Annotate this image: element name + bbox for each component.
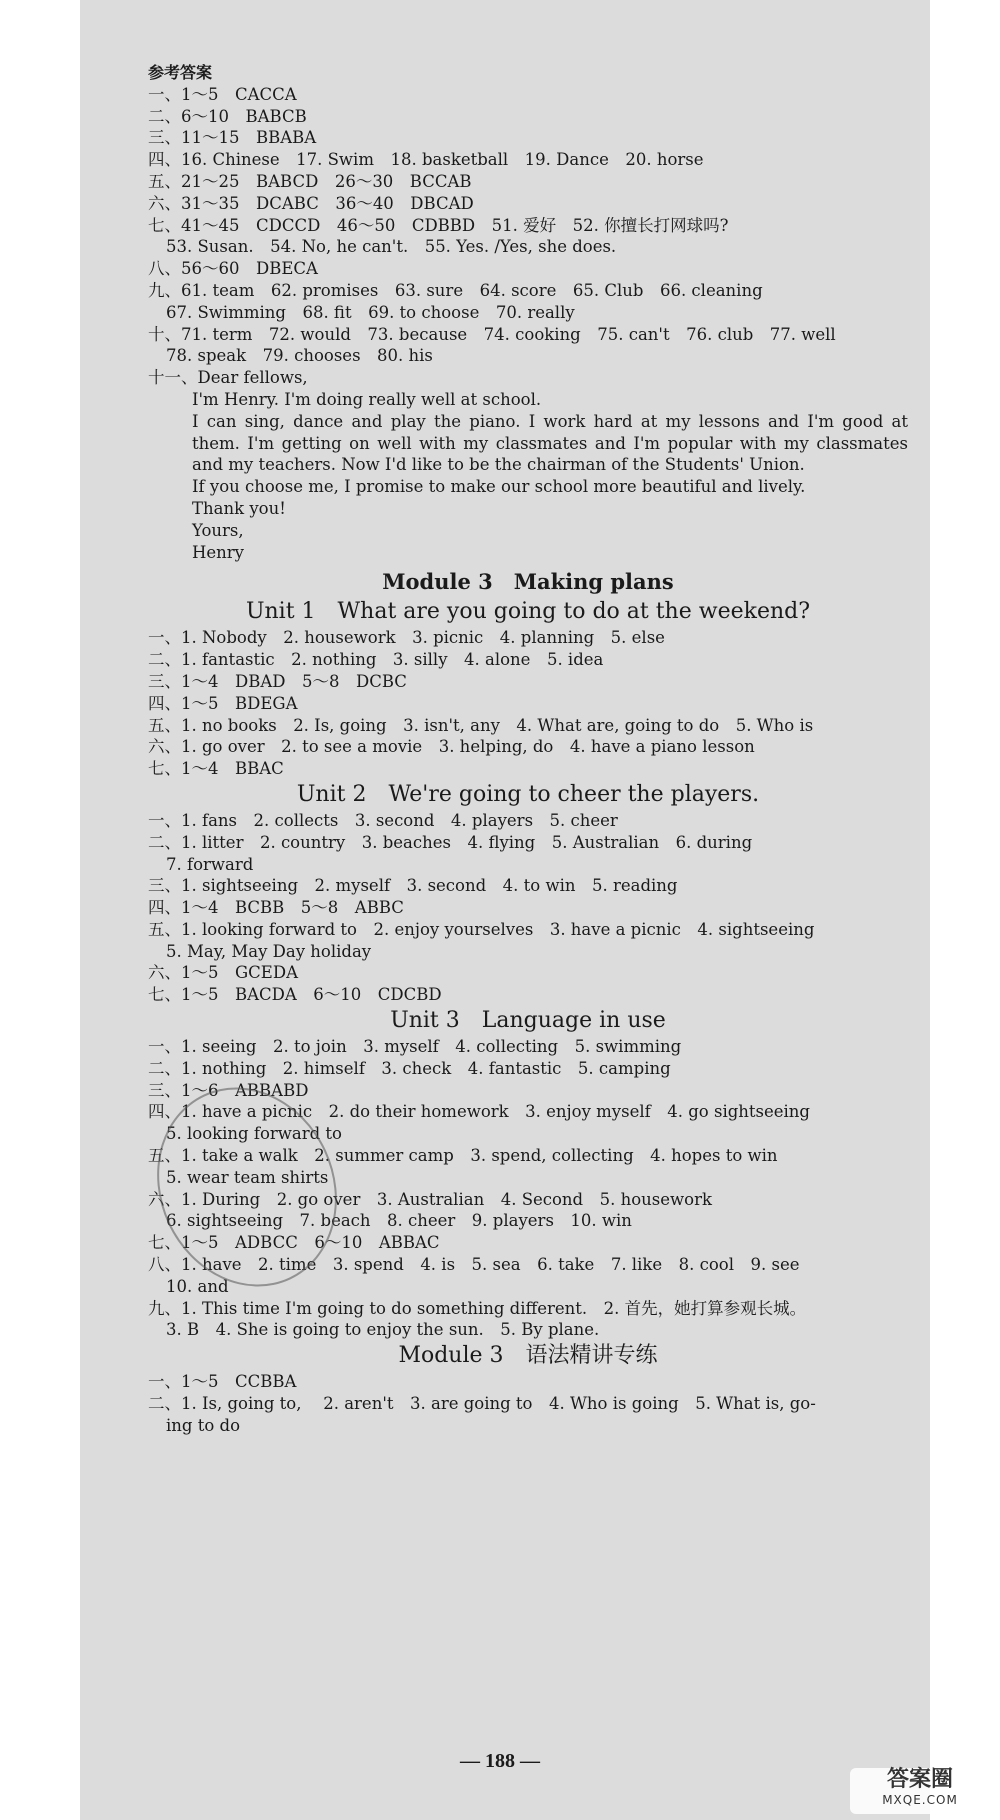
answer-line: 八、56～60 DBECA (148, 259, 318, 279)
answer-line: 二、1. litter 2. country 3. beaches 4. flying 5. Australian 6. during (148, 832, 753, 852)
answer-line: 七、41～45 CDCCD 46～50 CDBBD 51. 爱好 52. 你擅长打网球吗? (148, 215, 729, 235)
answer-line: 六、1～5 GCEDA (148, 963, 298, 983)
answer-line: 六、31～35 DCABC 36～40 DBCAD (148, 193, 474, 213)
answer-line: 53. Susan. 54. No, he can't. 55. Yes. /Yes, she does. (166, 237, 617, 257)
answer-line: 三、11～15 BBABA (148, 128, 317, 148)
letter-line: Yours, (192, 520, 244, 540)
answer-line: 78. speak 79. chooses 80. his (166, 346, 433, 366)
answer-line: 一、1. Nobody 2. housework 3. picnic 4. planning 5. else (148, 628, 665, 648)
answer-line: 五、21～25 BABCD 26～30 BCCAB (148, 171, 472, 191)
unit1-title: Unit 1 What are you going to do at the weekend? (245, 599, 811, 625)
answer-line: 二、1. fantastic 2. nothing 3. silly 4. alone 5. idea (148, 650, 604, 670)
answer-line: 六、1. During 2. go over 3. Australian 4. Second 5. housework (148, 1189, 712, 1209)
answer-line: 七、1～5 ADBCC 6～10 ABBAC (148, 1233, 440, 1253)
watermark-logo-text: 答案圈 (886, 1767, 953, 1792)
answer-line: 三、1～6 ABBABD (148, 1080, 309, 1100)
left-margin (0, 0, 80, 1820)
answer-line: ing to do (166, 1415, 241, 1435)
letter-line: I'm Henry. I'm doing really well at school. (192, 389, 542, 409)
answer-line: 3. B 4. She is going to enjoy the sun. 5. By plane. (166, 1320, 600, 1340)
letter-signature: Henry (192, 542, 244, 562)
answer-line: 九、61. team 62. promises 63. sure 64. score 65. Club 66. cleaning (148, 280, 763, 300)
letter-paragraph: If you choose me, I promise to make our school more beautiful and lively. (192, 477, 806, 497)
answer-line: 10. and (166, 1276, 229, 1296)
answer-line: 五、1. take a walk 2. summer camp 3. spend, collecting 4. hopes to win (148, 1146, 778, 1166)
answer-line: 三、1～4 DBAD 5～8 DCBC (148, 671, 407, 691)
unit2-title: Unit 2 We're going to cheer the players. (296, 781, 760, 807)
answer-line: 67. Swimming 68. fit 69. to choose 70. really (166, 302, 575, 322)
letter-paragraph: I can sing, dance and play the piano. I work hard at my lessons and I'm good at them. I'm getting on well with my classmates and I'm popular with my classmates and my teachers. Now I'd like to be the chairman of the Students' Union. (192, 411, 908, 475)
answer-line: 二、1. nothing 2. himself 3. check 4. fantastic 5. camping (148, 1058, 671, 1078)
answer-line: 一、1～5 CCBBA (148, 1372, 297, 1392)
answer-line: 一、1. fans 2. collects 3. second 4. players 5. cheer (148, 810, 618, 830)
answer-line: 四、1～5 BDEGA (148, 693, 298, 713)
answer-line: 一、1. seeing 2. to join 3. myself 4. collecting 5. swimming (148, 1037, 682, 1057)
answer-line: 六、1. go over 2. to see a movie 3. helping, do 4. have a piano lesson (148, 737, 755, 757)
answer-line: 7. forward (166, 854, 254, 874)
answer-line: 5. May, May Day holiday (166, 941, 372, 961)
answer-line: 5. wear team shirts (166, 1167, 329, 1187)
watermark-url: MXQE.COM (882, 1793, 958, 1807)
answer-line: 七、1～4 BBAC (148, 759, 284, 779)
page-number: — 188 — (460, 1750, 540, 1772)
answer-line: 五、1. looking forward to 2. enjoy yourselves 3. have a picnic 4. sightseeing (148, 919, 815, 939)
answer-line: 四、1～4 BCBB 5～8 ABBC (148, 898, 404, 918)
answer-line: 五、1. no books 2. Is, going 3. isn't, any 4. What are, going to do 5. Who is (148, 715, 814, 735)
answer-line: 6. sightseeing 7. beach 8. cheer 9. players 10. win (166, 1211, 632, 1231)
answer-line: 三、1. sightseeing 2. myself 3. second 4. to win 5. reading (148, 876, 678, 896)
answer-line: 5. looking forward to (166, 1124, 342, 1144)
letter-line: Thank you! (192, 498, 286, 518)
module-title: Module 3 Making plans (382, 569, 674, 595)
answers-heading: 参考答案 (148, 63, 213, 82)
answer-line: 八、1. have 2. time 3. spend 4. is 5. sea 6. take 7. like 8. cool 9. see (148, 1255, 800, 1275)
answer-line: 二、6～10 BABCB (148, 106, 307, 126)
answer-line: 七、1～5 BACDA 6～10 CDCBD (148, 985, 442, 1005)
answer-line: 二、1. Is, going to, 2. aren't 3. are going to 4. Who is going 5. What is, go- (148, 1394, 816, 1414)
right-margin (930, 0, 1000, 1820)
answer-line: 四、1. have a picnic 2. do their homework 3. enjoy myself 4. go sightseeing (148, 1102, 810, 1122)
answer-line: 四、16. Chinese 17. Swim 18. basketball 19. Dance 20. horse (148, 150, 704, 170)
answer-line: 十一、Dear fellows, (148, 368, 308, 388)
site-watermark (850, 1768, 990, 1814)
answer-line: 一、1～5 CACCA (148, 84, 297, 104)
unit3-title: Unit 3 Language in use (390, 1008, 666, 1034)
answer-line: 九、1. This time I'm going to do something different. 2. 首先，她打算参观长城。 (148, 1298, 807, 1318)
grammar-title: Module 3 语法精讲专练 (398, 1343, 658, 1369)
answer-line: 十、71. term 72. would 73. because 74. cooking 75. can't 76. club 77. well (148, 324, 836, 344)
